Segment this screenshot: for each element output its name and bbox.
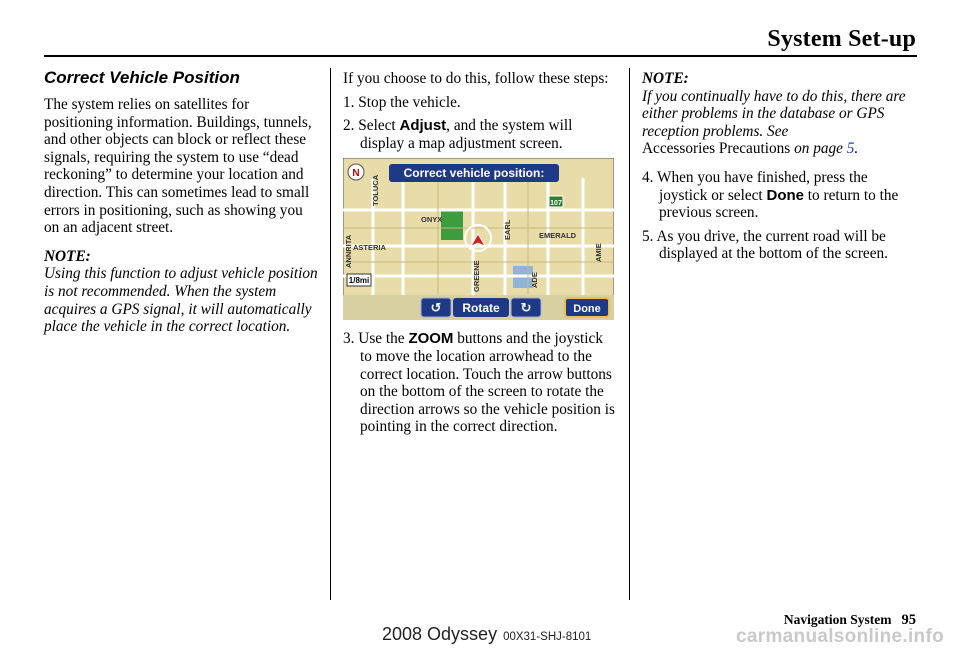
done-ui-label: Done: [766, 186, 804, 204]
map-adjustment-screenshot: [343, 158, 614, 320]
column-1: [44, 68, 319, 347]
footer-section-label: Navigation System: [783, 612, 892, 627]
page-link[interactable]: 5: [846, 140, 855, 158]
adjust-ui-label: Adjust: [399, 117, 447, 135]
column-2: [343, 70, 618, 442]
svg-text:ONYX: ONYX: [421, 215, 443, 225]
map-image: [343, 158, 614, 320]
svg-text:ASTERIA: ASTERIA: [353, 243, 386, 253]
step-5: 5. As you drive, the current road will be displayed at the bottom of the screen.: [642, 227, 888, 263]
note-label: NOTE:: [44, 247, 91, 265]
map-scale: 1/8mi: [348, 276, 370, 286]
note-text: Using this function to adjust vehicle position is not recommended. When the system acquires a GPS signal, it will automatically place the vehicle in the correct location.: [44, 265, 318, 336]
intro-paragraph: The system relies on satellites for positioning information. Buildings, tunnels, and other objects can block or reflect these signals, requiring the system to use “dead reckoning” to determine your location and direction. This can sometimes lead to small errors in positioning, such as showing you on an adjacent street.: [44, 96, 312, 237]
map-title: Correct vehicle position:: [403, 166, 545, 181]
note-text-2: If you continually have to do this, there are either problems in the database or GPS reception problems. See Accessories Precautions on page 5.: [642, 87, 906, 158]
page-header-title: System Set-up: [767, 26, 916, 52]
svg-text:↻: ↻: [520, 300, 532, 316]
step-2: 2. Select Adjust, and the system will display a map adjustment screen.: [343, 117, 573, 152]
section-heading: Correct Vehicle Position: [44, 68, 240, 87]
park-area: [441, 210, 463, 240]
step-4: 4. When you have finished, press the joystick or select Done to return to the previous screen.: [642, 168, 899, 222]
rotate-label: Rotate: [462, 301, 500, 316]
svg-text:EARL: EARL: [503, 219, 512, 241]
svg-text:ADE: ADE: [530, 272, 539, 289]
note-label-2: NOTE:: [642, 70, 689, 87]
page-number: 95: [901, 612, 916, 628]
svg-text:AMIE: AMIE: [594, 243, 603, 263]
svg-text:TOLUCA: TOLUCA: [371, 175, 380, 207]
svg-text:ANNRITA: ANNRITA: [344, 235, 353, 269]
column-divider-1: [330, 68, 331, 600]
svg-text:↺: ↺: [430, 300, 442, 316]
column-3: [642, 70, 917, 269]
header-rule: [44, 55, 917, 57]
accessories-precautions-ref: Accessories Precautions: [642, 140, 791, 158]
footer-model: 2008 Odyssey 00X31-SHJ-8101: [382, 624, 592, 644]
step-1: 1. Stop the vehicle.: [343, 93, 461, 111]
column-divider-2: [629, 68, 630, 600]
watermark: carmanualsonline.info: [736, 626, 944, 647]
svg-text:GREENE: GREENE: [472, 260, 481, 293]
compass-icon: N: [352, 168, 360, 180]
zoom-ui-label: ZOOM: [408, 330, 454, 348]
route-sign: 107: [550, 200, 562, 208]
steps-intro: If you choose to do this, follow these steps:: [343, 70, 609, 87]
step-3: 3. Use the ZOOM buttons and the joystick to move the location arrowhead to the correct location. Touch the arrow buttons on the bottom of the screen to rotate the direction arrows so the vehicle position is pointing in the correct direction.: [343, 330, 615, 436]
svg-text:EMERALD: EMERALD: [539, 231, 577, 241]
done-label: Done: [573, 303, 601, 316]
